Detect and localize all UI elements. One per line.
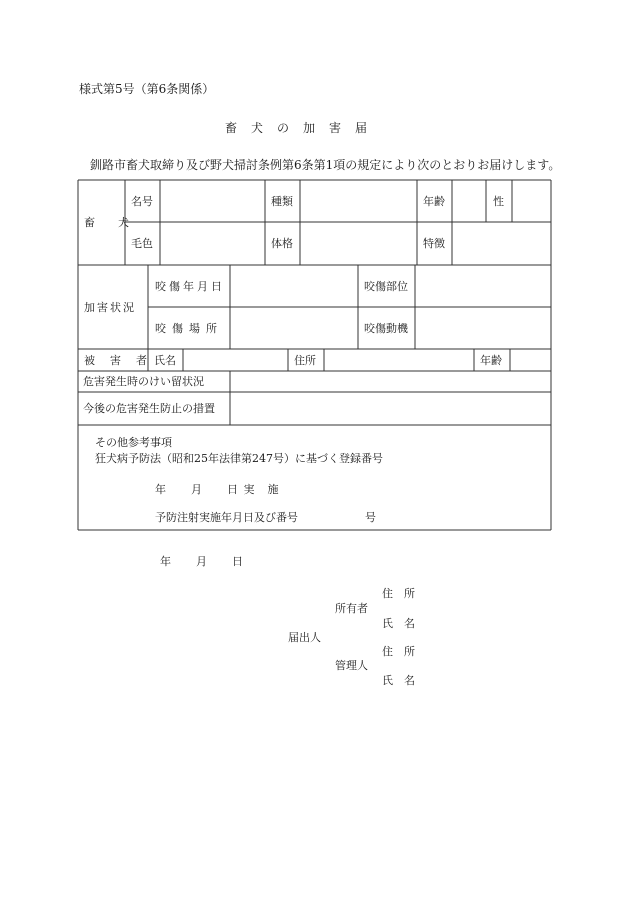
manager-address-label: 住 所 [382, 645, 415, 658]
vaccination-number-suffix: 号 [365, 511, 376, 524]
registration-number-label: 狂犬病予防法（昭和25年法律第247号）に基づく登録番号 [95, 452, 383, 465]
owner-address-label: 住 所 [382, 587, 415, 600]
victim-name-label: 氏名 [154, 354, 176, 367]
notifier-label: 届出人 [288, 631, 321, 644]
dog-breed-label: 種類 [271, 195, 293, 208]
dog-section-label: 畜 犬 [84, 216, 135, 229]
dog-sex-label: 性 [493, 195, 504, 208]
owner-label: 所有者 [335, 602, 368, 615]
prevention-label: 今後の危害発生防止の措置 [83, 402, 215, 415]
victim-address-label: 住所 [294, 354, 316, 367]
dog-build-label: 体格 [271, 237, 293, 250]
manager-label: 管理人 [335, 659, 368, 672]
dog-name-label: 名号 [131, 195, 153, 208]
intro-text: 釧路市畜犬取締り及び野犬掃討条例第6条第1項の規定により次のとおりお届けします。 [90, 158, 561, 172]
implemented-date-label: 年 月 日 実 施 [155, 483, 280, 496]
victim-section-label: 被 害 者 [84, 354, 149, 367]
dog-age-label: 年齢 [423, 195, 445, 208]
victim-age-label: 年齢 [480, 354, 502, 367]
owner-name-label: 氏 名 [382, 617, 415, 630]
submission-date: 年 月 日 [160, 555, 244, 568]
form-number: 様式第5号（第6条関係） [79, 82, 215, 96]
damage-section-label: 加害状況 [84, 301, 136, 314]
page-title: 畜 犬 の 加 害 届 [225, 121, 369, 135]
other-notes-heading: その他参考事項 [95, 436, 172, 449]
bite-date-label: 咬傷年月日 [155, 280, 225, 293]
dog-coat-label: 毛色 [131, 237, 153, 250]
vaccination-label: 予防注射実施年月日及び番号 [155, 511, 298, 524]
manager-name-label: 氏 名 [382, 674, 415, 687]
bite-part-label: 咬傷部位 [364, 280, 408, 293]
dog-features-label: 特徴 [423, 237, 445, 250]
bite-motive-label: 咬傷動機 [364, 322, 408, 335]
detention-label: 危害発生時のけい留状況 [83, 375, 204, 388]
bite-place-label: 咬傷場所 [155, 322, 223, 335]
